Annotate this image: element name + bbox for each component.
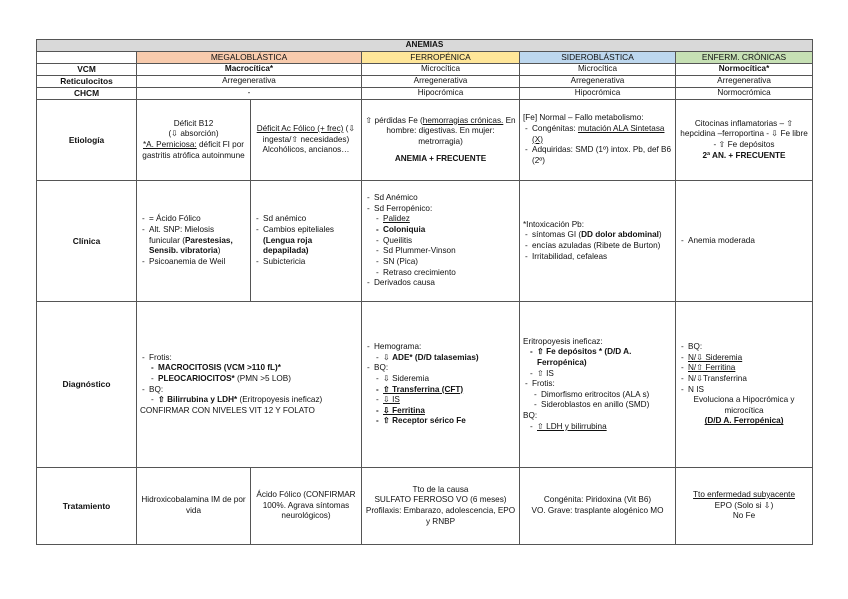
vcm-sidero: Microcítica <box>520 64 676 76</box>
trat-ferro-1: Tto de la causa <box>412 484 469 494</box>
clinica-ferro <box>362 181 520 302</box>
diagnostico-ferro <box>362 302 520 468</box>
diag-s-5: - Dimorfismo eritrocitos (ALA s) <box>541 390 672 401</box>
etio-ferro-a: ⇧ pérdidas Fe ( <box>365 115 423 125</box>
diag-f-1: - Hemograma: <box>374 342 516 353</box>
clin-b12-4: ) <box>217 246 221 256</box>
trat-enf-1: Tto enfermedad subyacente <box>693 490 795 500</box>
clin-ferro-5: - Queilitis <box>383 236 516 247</box>
etio-sid-mutacion: mutación ALA Sintetasa (X) <box>532 124 665 144</box>
chcm-ferro: Hipocrómica <box>362 88 520 100</box>
diag-e-6: Evoluciona a Hipocrómica y microcítica <box>693 395 795 415</box>
diag-f-3: ADE* <box>392 352 413 362</box>
row-label-diagnostico: Diagnóstico <box>37 302 137 468</box>
diag-m-5: - BQ: <box>149 385 358 396</box>
clin-enf-1: - Anemia moderada <box>688 236 809 247</box>
trat-enf-3: No Fe <box>732 511 756 521</box>
diag-f-8: - ⇩ IS <box>383 395 516 406</box>
clin-ferro-7: - SN (Pica) <box>383 257 516 268</box>
diag-f-5: - BQ: <box>374 363 516 374</box>
clin-b12-5: - Psicoanemia de Weil <box>149 257 247 268</box>
etiologia-ferro <box>362 100 520 181</box>
etio-sid-line1: [Fe] Normal – Fallo metabolismo: <box>523 113 644 123</box>
clin-ferro-8: - Retraso crecimiento <box>383 268 516 279</box>
diag-m-2: - MACROCITOSIS (VCM >110 fL)* <box>158 363 358 374</box>
etiologia-sidero <box>520 100 676 181</box>
vcm-enf: Normocítica* <box>676 64 813 76</box>
clin-ferro-1: - Sd Anémico <box>374 193 516 204</box>
reti-sidero: Arregenerativa <box>520 76 676 88</box>
diag-f-6: - ⇩ Sideremia <box>383 374 516 385</box>
clin-sid-5: - encías azuladas (Ribete de Burton) <box>532 241 672 252</box>
clinica-enf <box>676 181 813 302</box>
reti-mega: Arregenerativa <box>137 76 362 88</box>
row-label-chcm: CHCM <box>37 88 137 100</box>
row-label-clinica: Clínica <box>37 181 137 302</box>
clin-ferro-2: - Sd Ferropénico: <box>374 204 516 215</box>
clin-ferro-9: - Derivados causa <box>374 278 516 289</box>
diag-f-2: ⇩ <box>383 352 393 362</box>
reti-ferro: Arregenerativa <box>362 76 520 88</box>
etio-ferro-c: En hombre: digestivas. En mujer: metrorragia) <box>386 115 516 146</box>
row-label-etiologia: Etiología <box>37 100 137 181</box>
header-sideroblastica: SIDEROBLÁSTICA <box>520 52 676 64</box>
diag-s-2: - ⇧ Fe depósitos * (D/D A. Ferropénica) <box>537 347 672 368</box>
clinica-folico <box>251 181 362 302</box>
diag-e-4: - N/⇩Transferrina <box>688 374 809 385</box>
diag-e-2: - N/⇩ Sideremia <box>688 353 809 364</box>
diagnostico-sidero <box>520 302 676 468</box>
trat-ferro-2: SULFATO FERROSO VO (6 meses) <box>374 495 507 505</box>
clinica-sidero <box>520 181 676 302</box>
etio-b12-perniciosa: *A. Perniciosa: <box>142 140 197 149</box>
clin-b12-3: Parestesias, Sensib. vibratoria <box>149 235 233 256</box>
etio-fol-causes: (⇩ ingesta/⇧ necesidades) <box>262 124 356 144</box>
header-ferropenica: FERROPÉNICA <box>362 52 520 64</box>
clin-fol-4: - Subictericia <box>263 257 358 268</box>
tratamiento-folico: Ácido Fólico (CONFIRMAR 100%. Agrava síntomas neurológicos) <box>251 468 362 545</box>
row-label-tratamiento: Tratamiento <box>37 468 137 545</box>
clin-sid-2: síntomas GI ( <box>532 230 582 240</box>
tratamiento-sidero <box>520 468 676 545</box>
etio-enf-frecuente: 2ª AN. + FRECUENTE <box>702 150 786 160</box>
clin-b12-1: - = Ácido Fólico <box>149 214 247 225</box>
etio-sid-adquiridas: - Adquiridas: SMD (1º) intox. Pb, def B6 (2º) <box>532 145 672 166</box>
diag-s-4: - Frotis: <box>532 379 672 390</box>
table-title: ANEMIAS <box>37 40 813 52</box>
diag-e-1: - BQ: <box>688 342 809 353</box>
chcm-mega: - <box>137 88 362 100</box>
diagnostico-enf <box>676 302 813 468</box>
trat-sid-2: VO. Grave: trasplante alogénico MO <box>531 506 664 515</box>
row-label-reticulocitos: Reticulocitos <box>37 76 137 88</box>
tratamiento-ferro <box>362 468 520 545</box>
tratamiento-enf <box>676 468 813 545</box>
etio-fol-groups: Alcohólicos, ancianos… <box>262 145 350 155</box>
diag-f-4: (D/D talasemias) <box>412 352 479 362</box>
diag-e-3: - N/⇧ Ferritina <box>688 363 809 374</box>
corner-cell <box>37 52 137 64</box>
row-label-vcm: VCM <box>37 64 137 76</box>
clin-sid-3: DD dolor abdominal <box>581 230 659 240</box>
header-megaloblastica: MEGALOBLÁSTICA <box>137 52 362 64</box>
clin-fol-1: - Sd anémico <box>263 214 358 225</box>
clin-sid-4: ) <box>658 230 662 240</box>
etio-b12-desc: déficit FI por gastritis atrófica autoinmune <box>142 140 245 160</box>
clin-ferro-6: - Sd Plummer-Vinson <box>383 246 516 257</box>
etio-fol-deficit: Déficit Ac Fólico (+ frec) <box>256 124 344 134</box>
diag-s-7: BQ: <box>523 411 538 421</box>
diagnostico-mega <box>137 302 362 468</box>
etio-sid-congenitas: Congénitas: <box>532 124 578 134</box>
diag-s-6: - Sideroblastos en anillo (SMD) <box>541 400 672 411</box>
etio-b12-line1: Déficit B12 <box>173 118 214 128</box>
diag-e-7: (D/D A. Ferropénica) <box>704 416 784 426</box>
etiologia-b12 <box>137 100 251 181</box>
diag-m-7: (Eritropoyesis ineficaz) <box>237 395 323 405</box>
diag-m-6: ⇧ Bilirrubina y LDH* <box>158 395 238 405</box>
diag-m-4: (PMN >5 LOB) <box>234 373 291 383</box>
trat-sid-1: Congénita: Piridoxina (Vit B6) <box>543 495 652 505</box>
diag-m-1: - Frotis: <box>149 353 358 364</box>
clin-fol-3: (Lengua roja depapilada) <box>263 235 313 256</box>
diag-s-8: - ⇧ LDH y bilirrubina <box>537 422 672 433</box>
header-enf-cronicas: ENFERM. CRÓNICAS <box>676 52 813 64</box>
etio-enf-line1: Citocinas inflamatorias – ⇧ hepcidina –ferroportina - ⇩ Fe libre - ⇧ Fe depósitos <box>680 118 808 149</box>
etio-ferro-b: hemorragias crónicas. <box>422 115 504 125</box>
trat-ferro-3: Profilaxis: Embarazo, adolescencia, EPO y RNBP <box>365 506 516 526</box>
clin-sid-1: *Intoxicación Pb: <box>523 219 584 229</box>
reti-enf: Arregenerativa <box>676 76 813 88</box>
trat-enf-2: EPO (Solo si ⇩) <box>714 500 774 510</box>
chcm-sidero: Hipocrómica <box>520 88 676 100</box>
clin-ferro-4: - Coloniquia <box>383 225 516 236</box>
vcm-ferro: Microcítica <box>362 64 520 76</box>
tratamiento-b12: Hidroxicobalamina IM de por vida <box>137 468 251 545</box>
diag-f-10: - ⇧ Receptor sérico Fe <box>383 416 516 427</box>
etiologia-enf <box>676 100 813 181</box>
etio-ferro-frecuente: ANEMIA + FRECUENTE <box>394 153 487 163</box>
clin-sid-6: - Irritabilidad, cefaleas <box>532 252 672 263</box>
chcm-enf: Normocrómica <box>676 88 813 100</box>
clinica-b12 <box>137 181 251 302</box>
diag-m-8: CONFIRMAR CON NIVELES VIT 12 Y FOLATO <box>140 405 315 415</box>
diag-f-9: - ⇩ Ferritina <box>383 406 516 417</box>
clin-b12-2: Alt. SNP: Mielosis funicular ( <box>149 225 215 245</box>
diag-s-3: - ⇧ IS <box>537 369 672 380</box>
clin-fol-2: Cambios epiteliales <box>263 225 334 235</box>
diag-m-3: PLEOCARIOCITOS* <box>158 373 235 383</box>
vcm-mega: Macrocítica* <box>137 64 362 76</box>
etiologia-folico <box>251 100 362 181</box>
diag-e-5: - N IS <box>688 385 809 396</box>
diag-s-1: Eritropoyesis ineficaz: <box>523 336 603 346</box>
etio-b12-line2: (⇩ absorción) <box>168 129 219 139</box>
diag-f-7: - ⇧ Transferrina (CFT) <box>383 385 516 396</box>
clin-ferro-3: - Palidez <box>383 214 516 225</box>
anemias-table <box>36 39 813 545</box>
